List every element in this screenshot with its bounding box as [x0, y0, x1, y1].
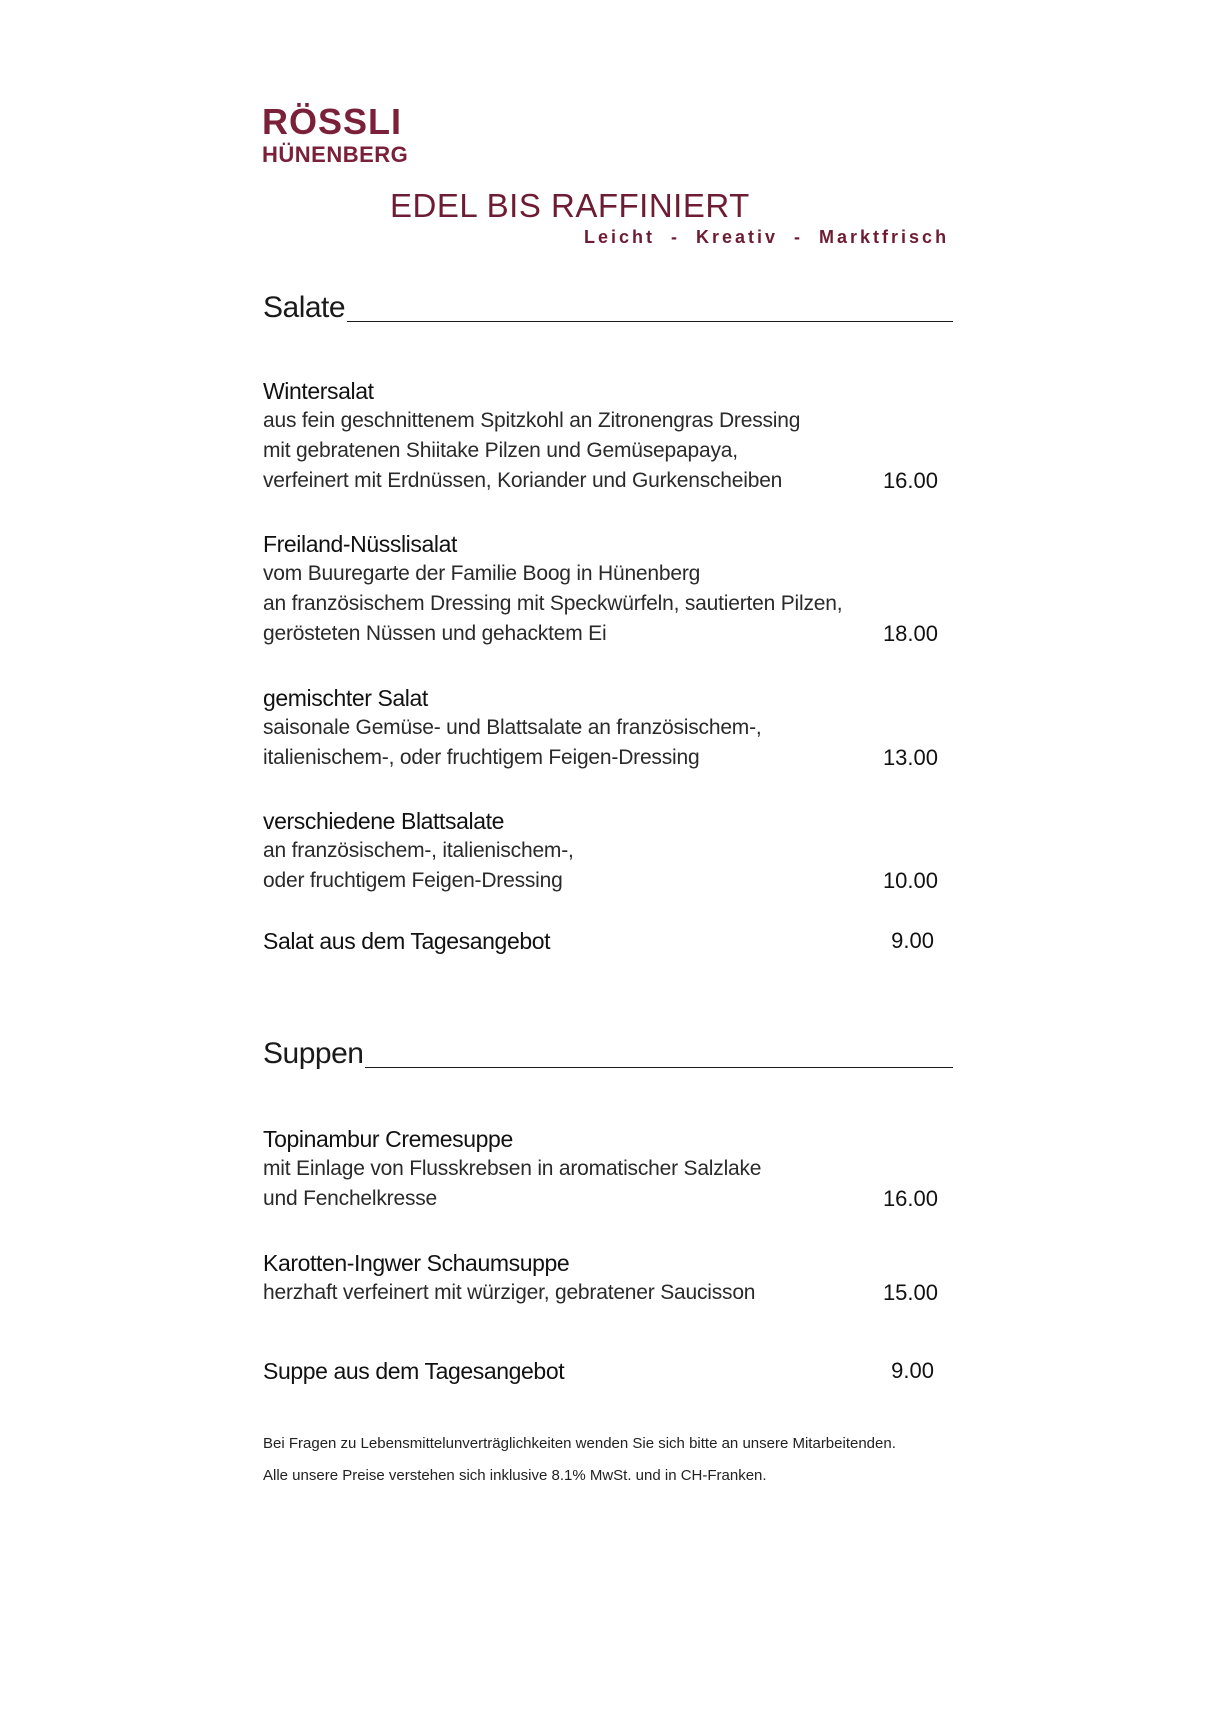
item-description: mit gebratenen Shiitake Pilzen und Gemüsepapaya,	[263, 439, 738, 462]
item-price: 9.00	[891, 928, 934, 953]
footnote-prices: Alle unsere Preise verstehen sich inklusive 8.1% MwSt. und in CH-Franken.	[263, 1467, 767, 1484]
section-heading: Suppen	[263, 1037, 364, 1070]
section-rule	[365, 1067, 953, 1068]
item-name: Topinambur Cremesuppe	[263, 1126, 513, 1152]
footnote-allergies: Bei Fragen zu Lebensmittelunverträglichkeiten wenden Sie sich bitte an unsere Mitarbeitenden.	[263, 1435, 896, 1452]
item-price: 16.00	[882, 468, 938, 493]
item-description: an französischem Dressing mit Speckwürfeln, sautierten Pilzen,	[263, 592, 843, 615]
menu-item	[263, 1356, 938, 1386]
item-description: verfeinert mit Erdnüssen, Koriander und Gurkenscheiben	[263, 469, 783, 492]
item-price: 10.00	[882, 868, 938, 893]
item-name: Salat aus dem Tagesangebot	[263, 928, 551, 954]
menu-item	[263, 529, 938, 649]
item-description: vom Buuregarte der Familie Boog in Hünenberg	[263, 562, 701, 585]
tagline-subtitle: Leicht - Kreativ - Marktfrisch	[584, 227, 950, 247]
logo-location: HÜNENBERG	[262, 142, 409, 167]
item-name: gemischter Salat	[263, 685, 428, 711]
section-rule	[347, 321, 953, 322]
item-name: Suppe aus dem Tagesangebot	[263, 1358, 565, 1384]
menu-item	[263, 376, 938, 496]
item-name: Wintersalat	[263, 378, 374, 404]
section-heading: Salate	[263, 291, 346, 324]
menu-item	[263, 1248, 938, 1308]
item-description: mit Einlage von Flusskrebsen in aromatischer Salzlake	[263, 1157, 762, 1180]
item-price: 9.00	[891, 1358, 934, 1383]
logo-name: RÖSSLI	[262, 101, 403, 142]
menu-item	[263, 926, 938, 956]
item-description: herzhaft verfeinert mit würziger, gebratener Saucisson	[263, 1281, 756, 1304]
menu-item	[263, 1124, 938, 1214]
section-title-salate	[263, 290, 953, 326]
item-price: 15.00	[882, 1280, 938, 1305]
tagline-title: EDEL BIS RAFFINIERT	[390, 187, 750, 224]
menu-item	[263, 683, 938, 773]
item-description: italienischem-, oder fruchtigem Feigen-Dressing	[263, 746, 700, 769]
item-name: Karotten-Ingwer Schaumsuppe	[263, 1250, 570, 1276]
item-description: saisonale Gemüse- und Blattsalate an französischem-,	[263, 716, 762, 739]
item-description: aus fein geschnittenem Spitzkohl an Zitronengras Dressing	[263, 409, 801, 432]
item-price: 13.00	[882, 745, 938, 770]
menu-item	[263, 806, 938, 896]
item-price: 18.00	[882, 621, 938, 646]
item-description: oder fruchtigem Feigen-Dressing	[263, 869, 563, 892]
item-description: an französischem-, italienischem-,	[263, 839, 574, 862]
item-price: 16.00	[882, 1186, 938, 1211]
item-description: gerösteten Nüssen und gehacktem Ei	[263, 622, 607, 645]
item-name: verschiedene Blattsalate	[263, 808, 504, 834]
item-name: Freiland-Nüsslisalat	[263, 531, 457, 557]
restaurant-logo	[262, 101, 409, 168]
section-title-suppen	[263, 1036, 953, 1072]
item-description: und Fenchelkresse	[263, 1187, 438, 1210]
